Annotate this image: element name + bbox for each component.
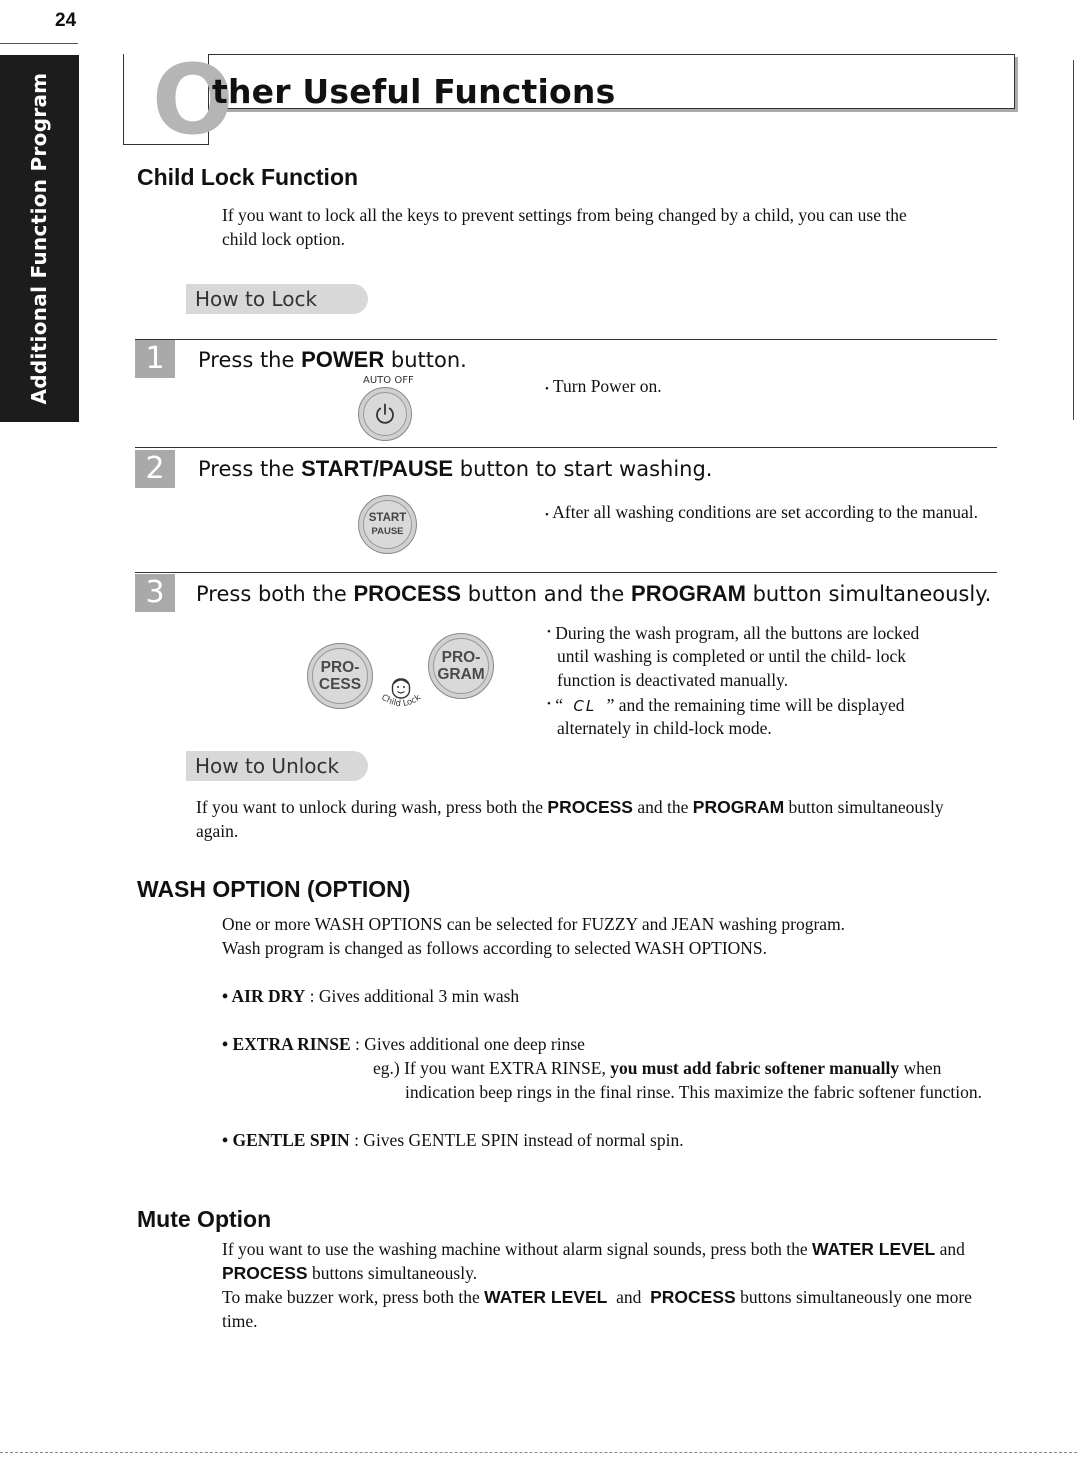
how-to-unlock-label: How to Unlock: [186, 751, 368, 781]
child-lock-indicator: [372, 672, 430, 714]
step-3-rule: [135, 572, 997, 573]
step-1-rule: [135, 339, 997, 340]
step-1-number: 1: [135, 340, 175, 378]
wash-option-extra-rinse: • EXTRA RINSE : Gives additional one deep rinse: [222, 1034, 585, 1054]
bottom-cut-line: [0, 1452, 1077, 1453]
power-key-label: POWER: [301, 347, 385, 372]
unlock-instruction-line2: again.: [196, 821, 239, 841]
step-3-note-1-line3: function is deactivated manually.: [557, 670, 789, 690]
program-button-line2: GRAM: [437, 666, 485, 683]
page-title: ther Useful Functions: [212, 72, 616, 111]
side-tab-label: Additional Function Program: [27, 72, 51, 405]
start-pause-button[interactable]: [358, 495, 417, 554]
step-3-number: 3: [135, 574, 175, 612]
step-2-instruction: Press the START/PAUSE button to start washing.: [198, 456, 713, 481]
power-icon: [372, 401, 398, 427]
wash-option-line1: One or more WASH OPTIONS can be selected for FUZZY and JEAN washing program.: [222, 914, 846, 934]
start-pause-button-line1: START: [368, 511, 407, 524]
mute-line3: To make buzzer work, press both the WATER LEVEL and PROCESS buttons simultaneously one more: [222, 1287, 972, 1307]
step-3-note-2-line2: alternately in child-lock mode.: [557, 718, 772, 738]
title-initial: O: [152, 44, 234, 156]
step-3-note-2: • “ CL ” and the remaining time will be displayed: [547, 695, 905, 715]
step-3-note-1-line2: until washing is completed or until the child- lock: [557, 646, 906, 666]
program-key-label: PROGRAM: [631, 581, 746, 606]
child-face-icon: [393, 679, 410, 698]
side-tab: [0, 55, 79, 422]
step-1-instruction: Press the POWER button.: [198, 347, 467, 372]
section-heading-child-lock: Child Lock Function: [137, 164, 359, 190]
right-edge-rule: [1073, 60, 1074, 420]
auto-off-caption: AUTO OFF: [363, 375, 414, 386]
wash-option-line2: Wash program is changed as follows according to selected WASH OPTIONS.: [222, 938, 768, 958]
wash-option-air-dry: • AIR DRY : Gives additional 3 min wash: [222, 986, 520, 1006]
child-lock-label: Child Lock: [379, 692, 423, 710]
start-pause-key-label: START/PAUSE: [301, 456, 454, 481]
power-button[interactable]: [358, 387, 412, 441]
cl-display-code: CL: [573, 697, 597, 715]
wash-option-gentle-spin: • GENTLE SPIN : Gives GENTLE SPIN instead of normal spin.: [222, 1130, 684, 1150]
program-button-line1: PRO-: [441, 649, 481, 666]
start-pause-button-line2: PAUSE: [371, 525, 404, 537]
process-key-label: PROCESS: [353, 581, 462, 606]
step-1-note: • Turn Power on.: [545, 376, 662, 396]
step-3-note-1: • During the wash program, all the buttons are locked: [547, 623, 920, 643]
mute-line2: PROCESS buttons simultaneously.: [222, 1263, 478, 1283]
section-heading-mute-option: Mute Option: [137, 1206, 272, 1232]
process-button-line2: CESS: [318, 676, 362, 693]
how-to-lock-label: How to Lock: [186, 284, 368, 314]
extra-rinse-example-line2: indication beep rings in the final rinse. This maximize the fabric softener function.: [405, 1082, 983, 1102]
step-2-number: 2: [135, 450, 175, 488]
process-button[interactable]: [307, 643, 373, 709]
step-3-instruction: Press both the PROCESS button and the PROGRAM button simultaneously.: [196, 581, 992, 606]
step-2-note: • After all washing conditions are set according to the manual.: [545, 502, 978, 522]
process-button-line1: PRO-: [320, 659, 360, 676]
extra-rinse-example: eg.) If you want EXTRA RINSE, you must add fabric softener manually when: [373, 1058, 942, 1078]
program-button[interactable]: [428, 633, 494, 699]
child-lock-intro-line1: If you want to lock all the keys to prevent settings from being changed by a child, you can use the: [222, 205, 907, 225]
page-number: 24: [55, 10, 77, 31]
child-lock-intro-line2: child lock option.: [222, 229, 345, 249]
mute-line4: time.: [222, 1311, 258, 1331]
step-2-rule: [135, 447, 997, 448]
section-heading-wash-option: WASH OPTION (OPTION): [137, 876, 411, 902]
unlock-instruction: If you want to unlock during wash, press both the PROCESS and the PROGRAM button simultaneously: [196, 797, 944, 817]
page-number-rule: [0, 43, 78, 44]
mute-line1: If you want to use the washing machine without alarm signal sounds, press both the WATER LEVEL and: [222, 1239, 965, 1259]
